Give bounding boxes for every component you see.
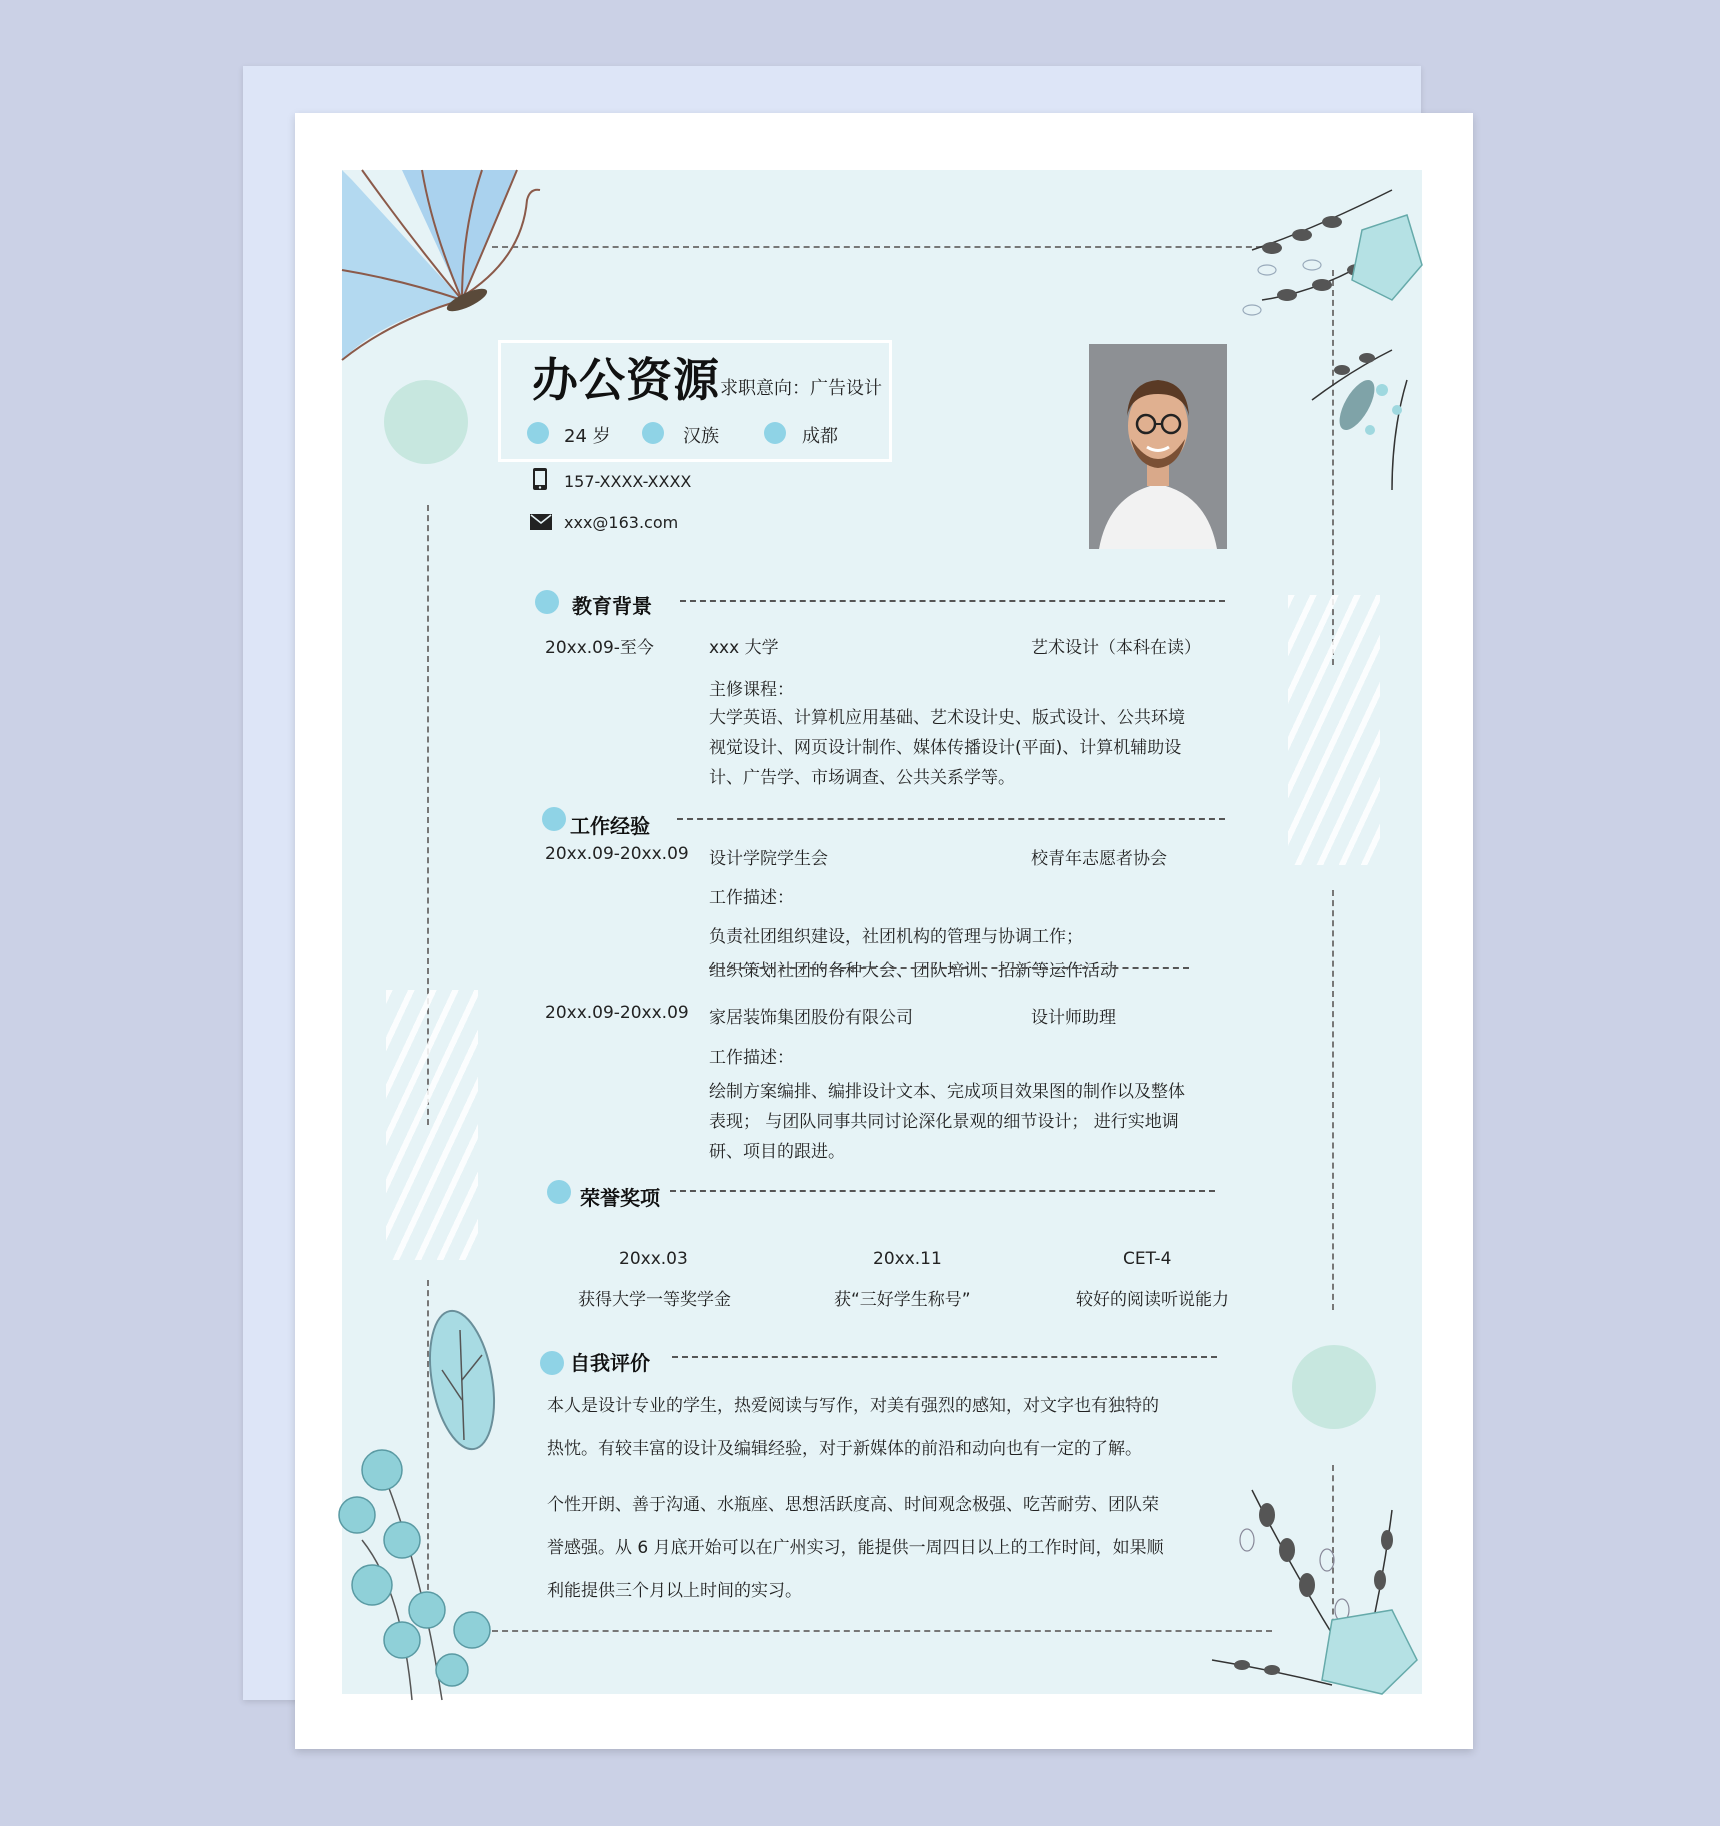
job1-clip-line bbox=[709, 967, 1189, 969]
award1-text: 获得大学一等奖学金 bbox=[578, 1290, 731, 1310]
city-dot bbox=[764, 422, 786, 444]
candidate-name: 办公资源 bbox=[532, 353, 720, 407]
self-eval-divider bbox=[672, 1356, 1217, 1358]
city: 成都 bbox=[802, 426, 838, 447]
courses-text: 大学英语、计算机应用基础、艺术设计史、版式设计、公共环境 视觉设计、网页设计制作、媒体传播设计(平面)、计算机辅助设 计、广告学、市场调查、公共关系学等。 bbox=[709, 708, 1185, 788]
awards-dot bbox=[547, 1180, 571, 1204]
education-divider bbox=[680, 600, 1225, 602]
job1-desc-line2: 组织策划社团的各种大会、团队培训、招新等运作活动 bbox=[709, 961, 1117, 981]
age-dot bbox=[527, 422, 549, 444]
award3-date: CET-4 bbox=[1123, 1249, 1172, 1269]
education-dot bbox=[535, 590, 559, 614]
job2-date: 20xx.09-20xx.09 bbox=[545, 1003, 689, 1023]
education-major: 艺术设计（本科在读） bbox=[1031, 638, 1201, 658]
resume-page bbox=[342, 170, 1422, 1694]
award2-date: 20xx.11 bbox=[873, 1249, 942, 1269]
mint-circle-right bbox=[1292, 1345, 1376, 1429]
portrait-illustration bbox=[1089, 344, 1227, 549]
job1-desc-label: 工作描述： bbox=[709, 888, 794, 908]
education-date: 20xx.09-至今 bbox=[545, 638, 654, 658]
profile-photo bbox=[1089, 344, 1227, 549]
self-eval-title: 自我评价 bbox=[570, 1351, 650, 1375]
frame-top bbox=[492, 246, 1272, 248]
work-divider bbox=[677, 818, 1225, 820]
leaf-branch-bottom-left bbox=[342, 1310, 542, 1700]
ethnicity-dot bbox=[642, 422, 664, 444]
award3-text: 较好的阅读听说能力 bbox=[1076, 1290, 1229, 1310]
job1-org: 设计学院学生会 bbox=[709, 849, 828, 869]
awards-title: 荣誉奖项 bbox=[580, 1186, 660, 1210]
job2-role: 设计师助理 bbox=[1031, 1008, 1116, 1028]
phone-icon bbox=[532, 467, 548, 491]
job1-desc-line2-clip bbox=[709, 956, 1189, 981]
job2-org: 家居装饰集团股份有限公司 bbox=[709, 1008, 913, 1028]
work-title: 工作经验 bbox=[570, 814, 650, 838]
job1-date: 20xx.09-20xx.09 bbox=[545, 844, 689, 864]
frame-right-mid bbox=[1332, 890, 1334, 1310]
awards-divider bbox=[670, 1190, 1215, 1192]
ethnicity: 汉族 bbox=[683, 426, 719, 447]
age: 24 岁 bbox=[564, 426, 611, 447]
job2-desc-label: 工作描述： bbox=[709, 1048, 794, 1068]
education-school: xxx 大学 bbox=[709, 638, 779, 658]
job1-desc-line1: 负责社团组织建设，社团机构的管理与协调工作； bbox=[709, 927, 1083, 947]
self-eval-dot bbox=[540, 1351, 564, 1375]
job2-desc: 绘制方案编排、编排设计文本、完成项目效果图的制作以及整体 表现； 与团队同事共同讨论深化景观的细节设计； 进行实地调 研、项目的跟进。 bbox=[709, 1082, 1185, 1162]
phone-number: 157-XXXX-XXXX bbox=[564, 472, 692, 491]
job-intent: 求职意向：广告设计 bbox=[720, 378, 882, 399]
envelope-icon bbox=[530, 514, 552, 530]
frame-bottom bbox=[492, 1630, 1272, 1632]
mint-circle-left bbox=[384, 380, 468, 464]
self-eval-para1: 本人是设计专业的学生，热爱阅读与写作，对美有强烈的感知，对文字也有独特的 热忱。有较丰富的设计及编辑经验，对于新媒体的前沿和动向也有一定的了解。 bbox=[547, 1396, 1159, 1459]
award2-text: 获“三好学生称号” bbox=[834, 1290, 971, 1310]
email-address: xxx@163.com bbox=[564, 513, 679, 532]
work-dot bbox=[542, 807, 566, 831]
award1-date: 20xx.03 bbox=[619, 1249, 688, 1269]
stripes-left bbox=[386, 990, 478, 1260]
courses-label: 主修课程： bbox=[709, 680, 794, 700]
education-title: 教育背景 bbox=[572, 594, 652, 618]
job1-role: 校青年志愿者协会 bbox=[1031, 849, 1167, 869]
self-eval-para2: 个性开朗、善于沟通、水瓶座、思想活跃度高、时间观念极强、吃苦耐劳、团队荣 誉感强。从 6 月底开始可以在广州实习，能提供一周四日以上的工作时间，如果顺 利能提供三个月以上时间的实习。 bbox=[547, 1495, 1164, 1601]
stripes-right bbox=[1288, 595, 1380, 865]
